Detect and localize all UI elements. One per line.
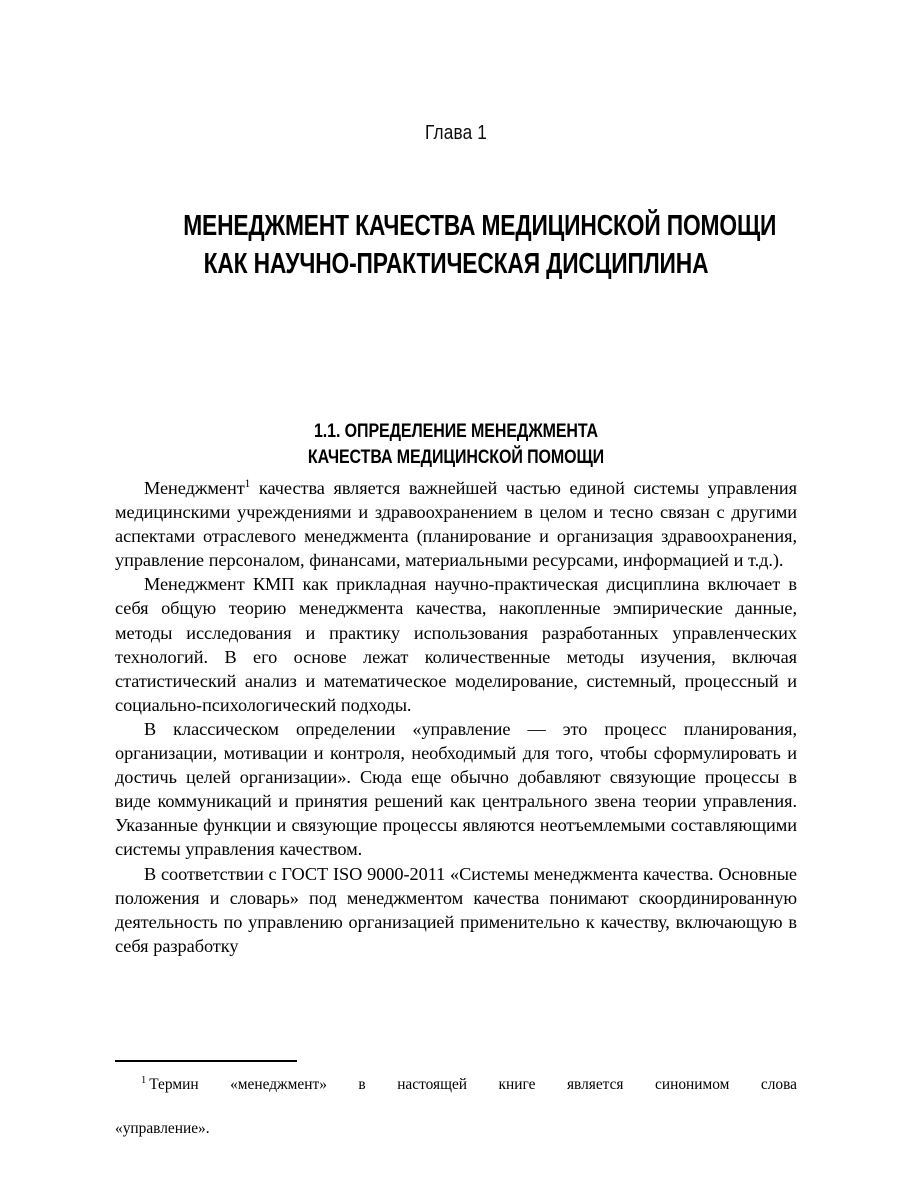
body-text <box>115 476 797 958</box>
paragraph-3: В классическом определении «управление — это процесс планирования, организации, мотивации и контроля, необходимый для того, чтобы сформулировать и достичь целей организации». Сюда еще обычно добавляют связующие процессы в виде коммуникаций и принятия решений как центрального звена теории управления. Указанные функции и связующие процессы являются неотъемлемыми составляющими системы управления качеством. <box>115 718 797 860</box>
section-heading-line-2: КАЧЕСТВА МЕДИЦИНСКОЙ ПОМОЩИ <box>307 446 605 469</box>
footnote-number: 1 <box>141 1074 147 1086</box>
section-heading-line-1: 1.1. ОПРЕДЕЛЕНИЕ МЕНЕДЖМЕНТА <box>313 420 599 443</box>
chapter-title-line-2: КАК НАУЧНО-ПРАКТИЧЕСКАЯ ДИСЦИПЛИНА <box>203 248 709 281</box>
paragraph-1-lead: Менеджмент <box>144 478 245 498</box>
section-heading <box>176 418 735 470</box>
footnote-line-1: Термин «менеджмент» в настоящей книге является синонимом слова <box>149 1076 797 1093</box>
footnote-block <box>115 1060 797 1140</box>
footnote-text <box>115 1074 797 1140</box>
chapter-title-line-1: МЕНЕДЖМЕНТ КАЧЕСТВА МЕДИЦИНСКОЙ ПОМОЩИ <box>183 210 777 243</box>
footnote-line-1-wrapper <box>115 1074 797 1118</box>
paragraph-1 <box>115 476 797 572</box>
footnote-reference-marker[interactable]: 1 <box>244 477 251 490</box>
paragraph-4: В соответствии с ГОСТ ISO 9000-2011 «Системы менеджмента качества. Основные положения и словарь» под менеджментом качества понимают скоординированную деятельность по управлению организацией применительно к качеству, включающую в себя разработку <box>115 863 797 956</box>
chapter-title <box>183 207 777 283</box>
paragraph-2: Менеджмент КМП как прикладная научно-практическая дисциплина включает в себя общую теорию менеджмента качества, накопленные эмпирические данные, методы исследования и практику использования разработанных управленческих технологий. В его основе лежат количественные методы изучения, включая статистический анализ и математическое моделирование, системный, процессный и социально-психологический подходы. <box>115 574 797 715</box>
footnote-line-2: «управление». <box>115 1120 210 1137</box>
paragraph-1-rest: качества является важнейшей частью единой системы управления медицинскими учреждениями и здравоохранением в целом и тесно связан с другими аспектами отраслевого менеджмента (планирование и организация здравоохранения, управление персоналом, финансами, материальными ресурсами, информацией и т.д.). <box>115 478 797 571</box>
chapter-label: Глава 1 <box>424 122 488 144</box>
footnote-separator-rule <box>115 1060 297 1062</box>
